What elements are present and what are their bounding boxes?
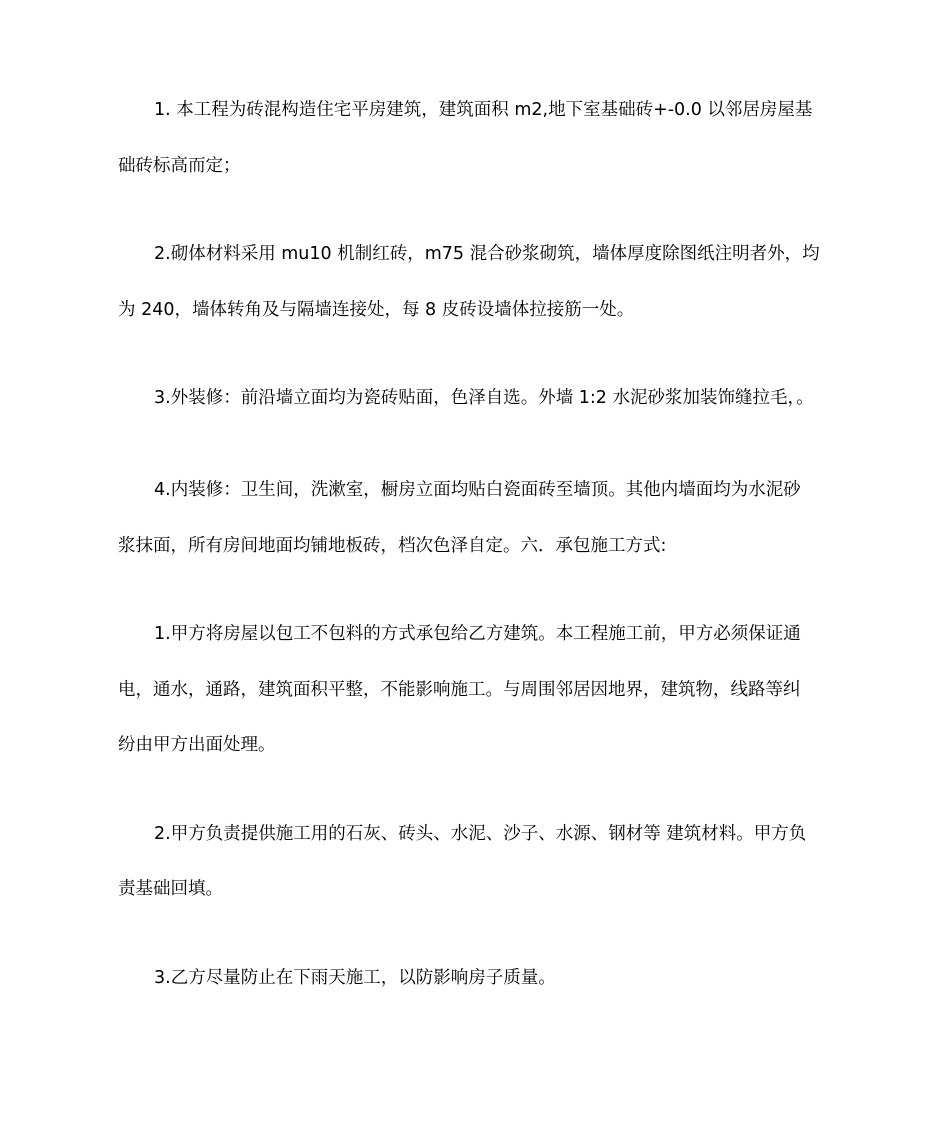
paragraph-4-line-1: 4.内装修：卫生间，洗漱室，橱房立面均贴白瓷面砖至墙顶。其他内墙面均为水泥砂 [154,480,801,500]
paragraph-2-line-2: 为 240，墙体转角及与隔墙连接处，每 8 皮砖设墙体拉接筋一处。 [118,300,635,320]
paragraph-5-line-3: 纷由甲方出面处理。 [118,735,276,755]
paragraph-7-line-1: 3.乙方尽量防止在下雨天施工，以防影响房子质量。 [154,968,556,988]
paragraph-6-line-1: 2.甲方负责提供施工用的石灰、砖头、水泥、沙子、水源、钢材等 建筑材料。甲方负 [154,824,807,844]
paragraph-6-line-2: 责基础回填。 [118,879,223,899]
paragraph-1-line-1: 1. 本工程为砖混构造住宅平房建筑，建筑面积 m2,地下室基础砖+-0.0 以邻居房屋基 [154,100,813,120]
paragraph-5-line-1: 1.甲方将房屋以包工不包料的方式承包给乙方建筑。本工程施工前，甲方必须保证通 [154,624,801,644]
paragraph-4-line-2: 浆抹面，所有房间地面均铺地板砖，档次色泽自定。六．承包施工方式: [118,536,667,556]
paragraph-3-line-1: 3.外装修：前沿墙立面均为瓷砖贴面，色泽自选。外墙 1:2 水泥砂浆加装饰缝拉毛，。 [154,388,814,408]
paragraph-1-line-2: 础砖标高而定； [118,156,241,176]
paragraph-2-line-1: 2.砌体材料采用 mu10 机制红砖，m75 混合砂浆砌筑，墙体厚度除图纸注明者外，均 [154,244,820,264]
paragraph-5-line-2: 电，通水，通路，建筑面积平整，不能影响施工。与周围邻居因地界，建筑物，线路等纠 [118,680,801,700]
